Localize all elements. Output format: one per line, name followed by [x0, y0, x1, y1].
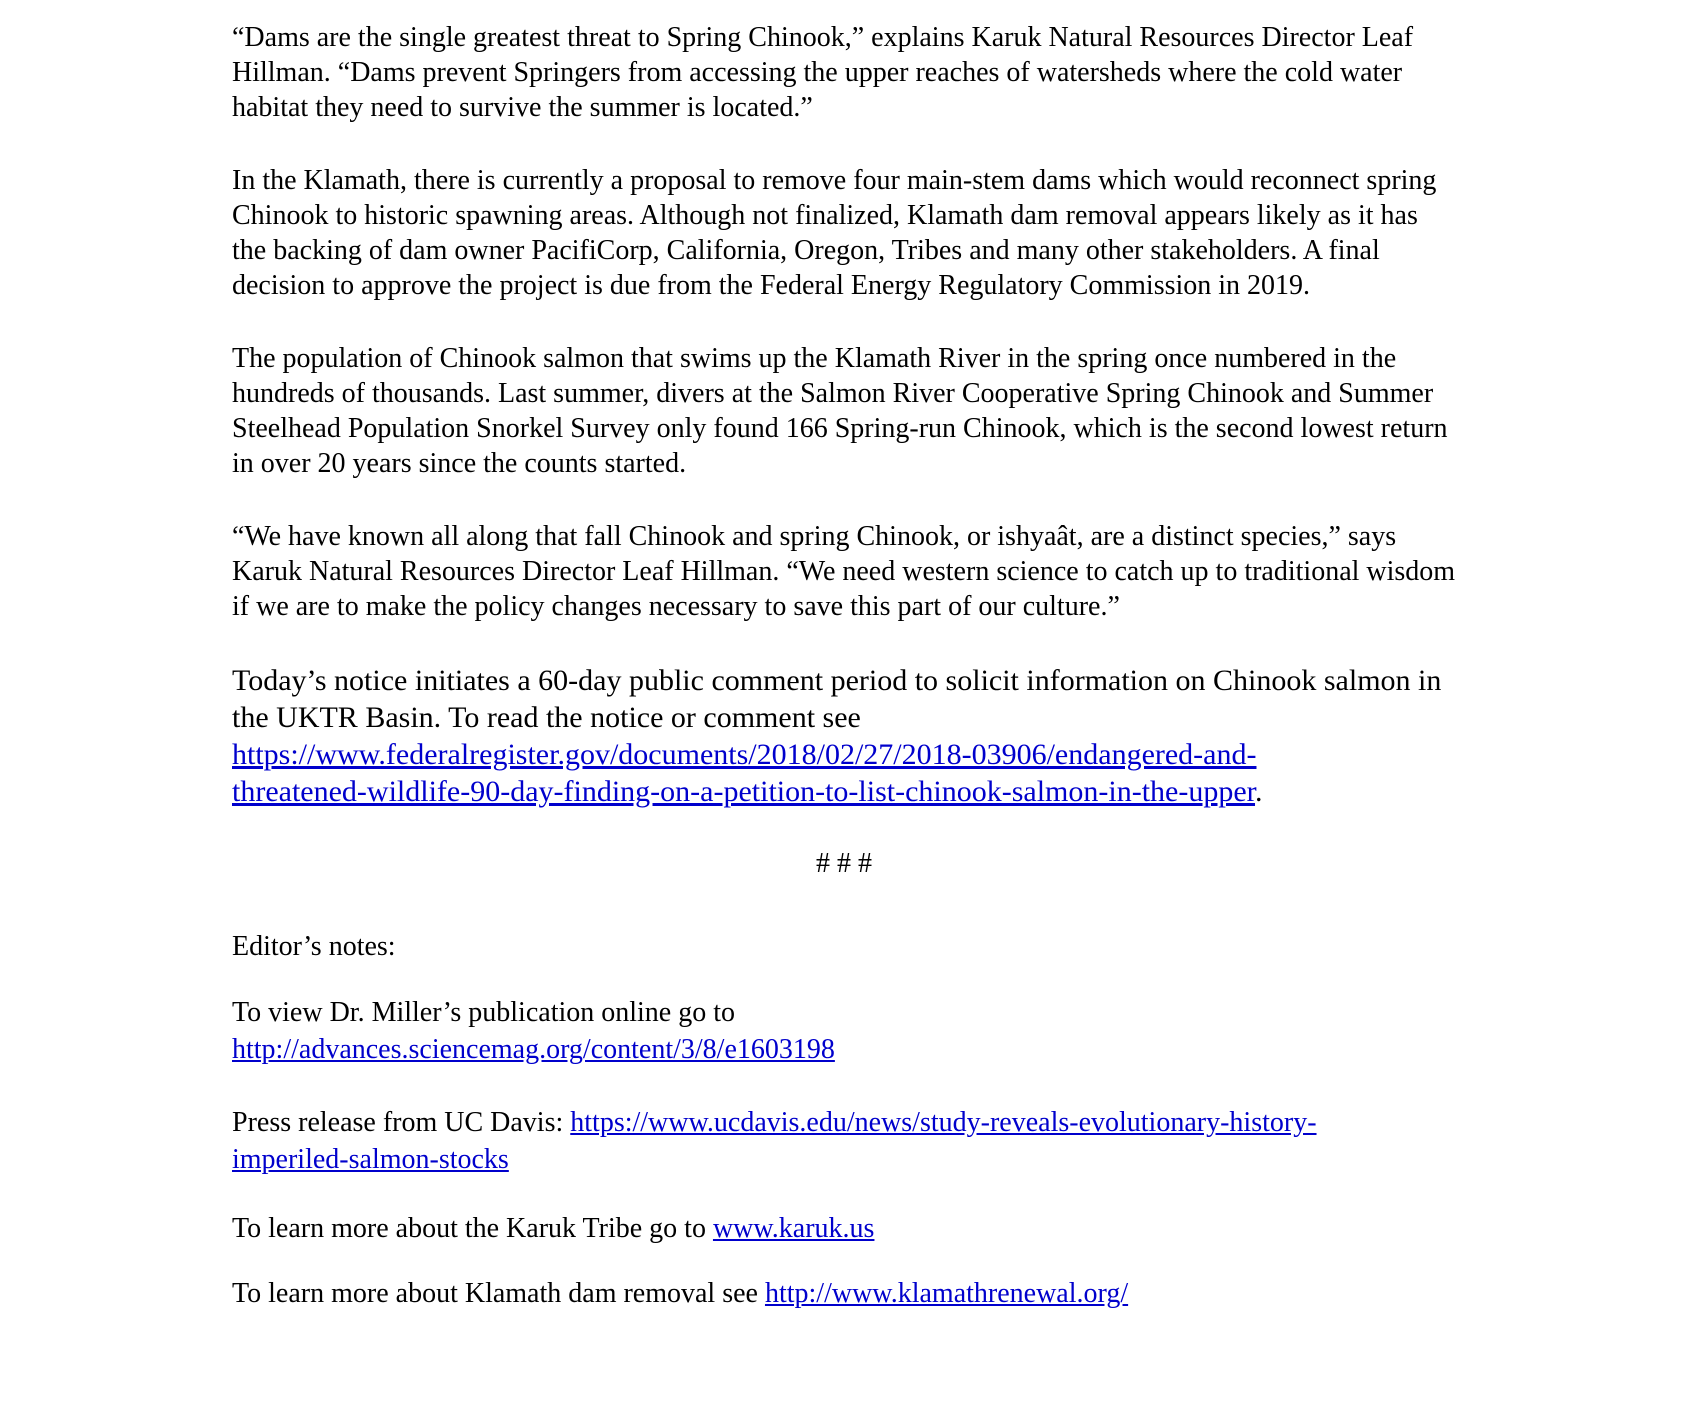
note-klamath-renewal [232, 1275, 1456, 1312]
editors-notes-heading-text: Editor’s notes: [232, 931, 396, 962]
klamath-renewal-link[interactable]: http://www.klamathrenewal.org/ [764, 1278, 1129, 1309]
note-ucdavis-text: Press release from UC Davis: [232, 1107, 571, 1138]
para-dams-threat-text: “Dams are the single greatest threat to Spring Chinook,” explains Karuk Natural Resources Director Leaf Hillman. “Dams prevent Springers from accessing the upper reaches of watersheds where the cold water habitat they need to survive the summer is located.” [232, 22, 1414, 123]
note-ucdavis [232, 1104, 1456, 1178]
note-klamath-renewal-text: To learn more about Klamath dam removal see [232, 1278, 765, 1309]
para-klamath-proposal [232, 163, 1456, 303]
editors-notes-heading [232, 929, 1456, 964]
end-marker-text: # # # [816, 848, 872, 879]
para-klamath-proposal-text: In the Klamath, there is currently a proposal to remove four main-stem dams which would reconnect spring Chinook to historic spawning areas. Although not finalized, Klamath dam removal appears likely as it has the backing of dam owner PacifiCorp, California, Oregon, Tribes and many other stakeholders. A final decision to approve the project is due from the Federal Energy Regulatory Commission in 2019. [232, 165, 1437, 301]
para-population [232, 341, 1456, 481]
karuk-link[interactable]: www.karuk.us [712, 1213, 875, 1244]
para-distinct-species-text: “We have known all along that fall Chinook and spring Chinook, or ishyaât, are a distinct species,” says Karuk Natural Resources Director Leaf Hillman. “We need western science to catch up to traditional wisdom if we are to make the policy changes necessary to save this part of our culture.” [232, 521, 1456, 622]
para-distinct-species [232, 519, 1456, 624]
para-todays-notice [232, 662, 1442, 810]
para-dams-threat [232, 20, 1456, 125]
federal-register-link[interactable]: https://www.federalregister.gov/documents/2018/02/27/2018-03906/endangered-and- threatened-wildlife-90-day-finding-on-a-petition-to-list-chinook-salmon-in-the-upper [232, 738, 1257, 808]
note-karuk [232, 1210, 1456, 1247]
note-miller-text: To view Dr. Miller’s publication online go to [232, 997, 736, 1028]
para-todays-notice-period: . [1255, 775, 1263, 808]
ucdavis-link[interactable]: https://www.ucdavis.edu/news/study-reveals-evolutionary-history- imperiled-salmon-stocks [232, 1107, 1317, 1175]
para-todays-notice-text: Today’s notice initiates a 60-day public comment period to solicit information on Chinook salmon in the UKTR Basin. To read the notice or comment see [232, 664, 1442, 734]
end-marker [232, 846, 1456, 881]
note-miller-publication [232, 994, 1456, 1068]
sciencemag-link[interactable]: http://advances.sciencemag.org/content/3/8/e1603198 [232, 1034, 835, 1065]
note-karuk-text: To learn more about the Karuk Tribe go to [232, 1213, 713, 1244]
document-body [232, 20, 1456, 1312]
para-population-text: The population of Chinook salmon that swims up the Klamath River in the spring once numbered in the hundreds of thousands. Last summer, divers at the Salmon River Cooperative Spring Chinook and Summer Steelhead Population Snorkel Survey only found 166 Spring-run Chinook, which is the second lowest return in over 20 years since the counts started. [232, 343, 1448, 479]
